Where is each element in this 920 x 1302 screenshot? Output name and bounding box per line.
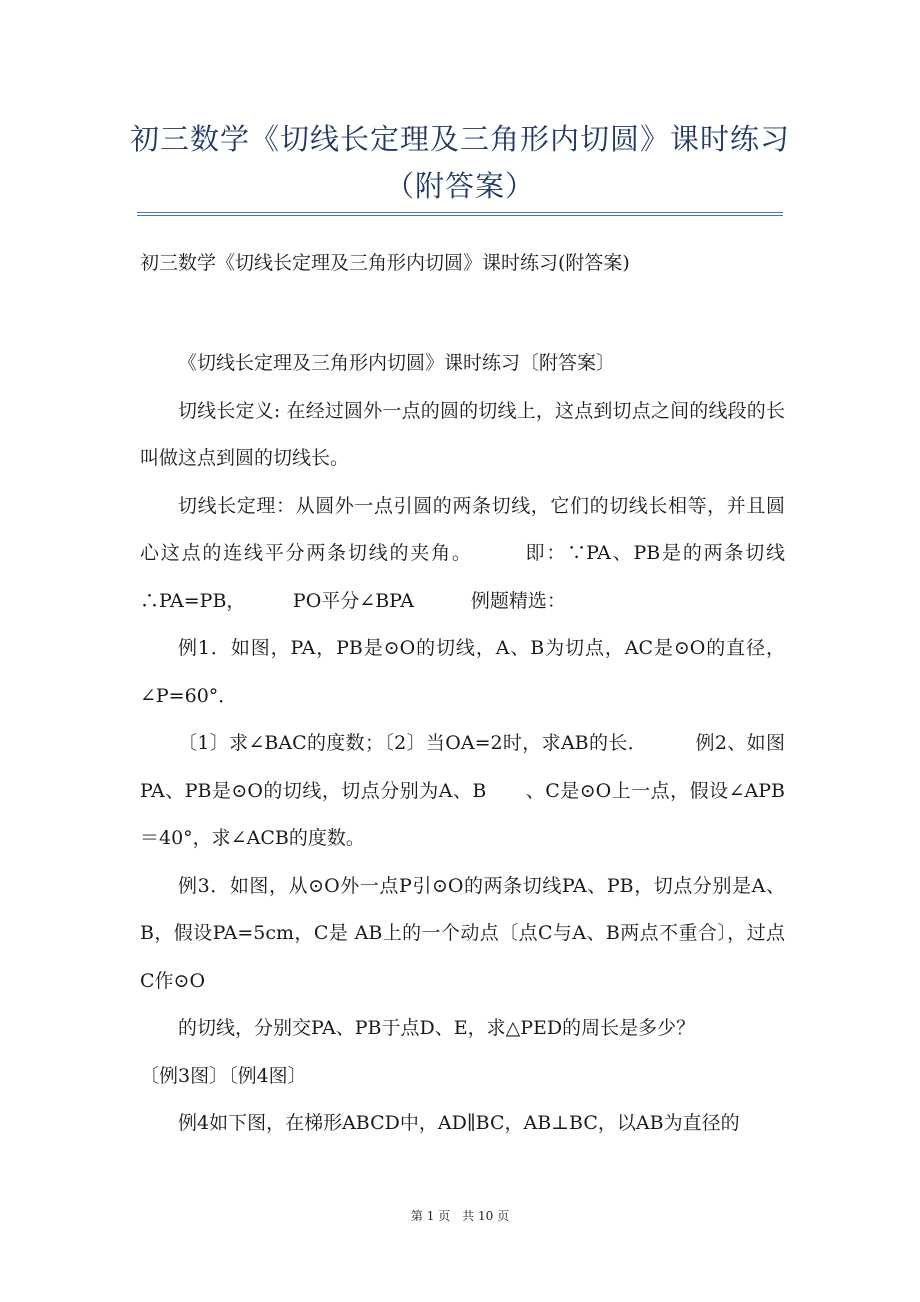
paragraph: 切线长定义: 在经过圆外一点的圆的切线上，这点到切点之间的线段的长叫做这点到圆的切线长。 xyxy=(140,399,785,469)
paragraph: 例4如下图，在梯形ABCD中，AD∥BC，AB⊥BC，以AB为直径的 xyxy=(178,1112,740,1134)
title-divider xyxy=(137,212,783,213)
document-body xyxy=(140,340,843,1148)
paragraph: 的切线，分别交PA、PB于点D、E，求△PED的周长是多少？ xyxy=(178,1017,696,1039)
paragraph: 例1．如图，PA，PB是⊙O的切线，A、B为切点，AC是⊙O的直径，∠P=60°． xyxy=(140,637,785,707)
paragraph: 例3．如图，从⊙O外一点P引⊙O的两条切线PA、PB，切点分别是A、B，假设PA=5cm，C是 AB上的一个动点〔点C与A、B两点不重合〕，过点C作⊙O xyxy=(140,874,785,992)
paragraph: 切线长定理：从圆外一点引圆的两条切线，它们的切线长相等，并且圆心这点的连线平分两条切线的夹角。 即：∵PA、PB是的两条切线 ∴PA=PB， PO平分∠BPA 例题精选： xyxy=(140,494,843,612)
document-subtitle: 初三数学《切线长定理及三角形内切圆》课时练习(附答案) xyxy=(140,252,630,274)
title-divider-second xyxy=(137,215,783,216)
paragraph: 〔1〕求∠BAC的度数；〔2〕当OA=2时，求AB的长． 例2、如图PA、PB是⊙O的切线，切点分别为A、B 、C是⊙O上一点，假设∠APB＝40°，求∠ACB的度数。 xyxy=(140,732,785,849)
figure-caption: 〔例3图〕〔例4图〕 xyxy=(140,1064,307,1087)
page-footer: 第 1 页 共 10 页 xyxy=(410,1209,510,1223)
paragraph: 《切线长定理及三角形内切圆》课时练习〔附答案〕 xyxy=(178,352,616,374)
document-title-line-1: 初三数学《切线长定理及三角形内切圆》课时练习 xyxy=(129,122,790,156)
document-title-line-2: （附答案） xyxy=(384,169,535,203)
